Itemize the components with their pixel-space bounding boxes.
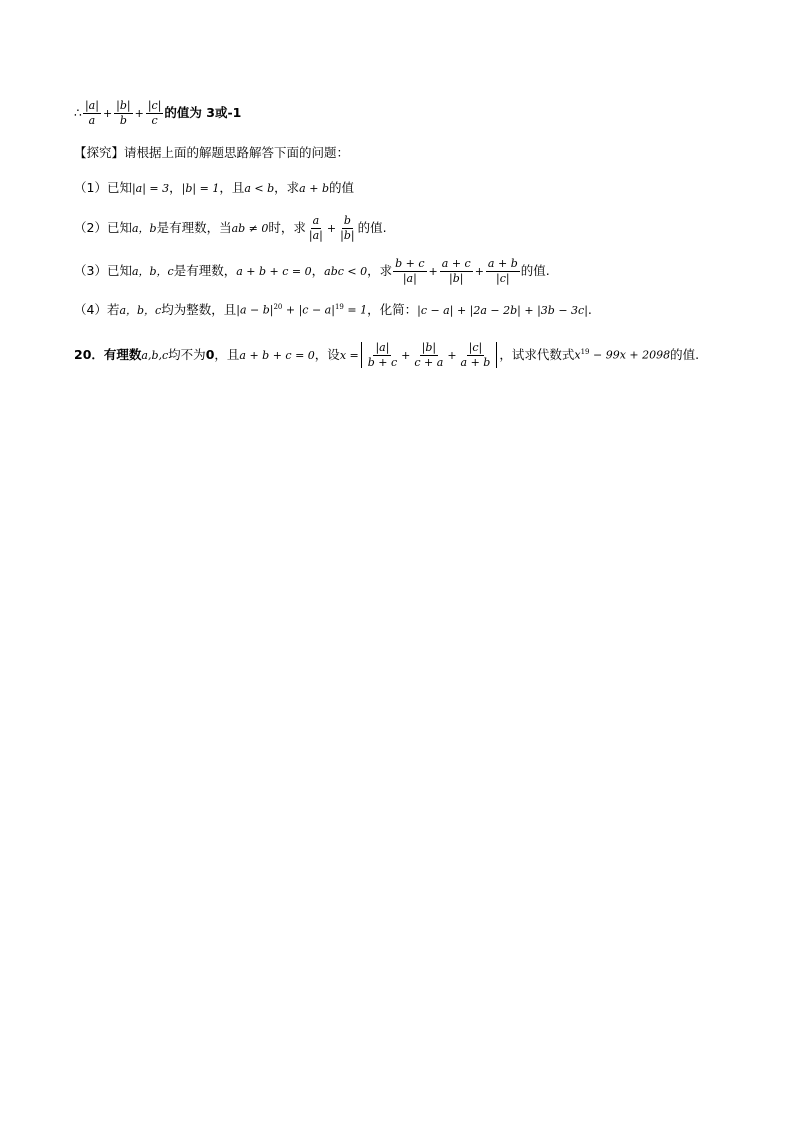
question-3: （3）已知 a，b，c 是有理数， a + b + c = 0 ， abc < 0 ，求 $\frac{b + c}{|a|}$ + $\frac{a + c}{|b|}$ + $\frac{a + b}{|c|}$ 的值. — [74, 257, 550, 285]
fraction: $\frac{a}{|a|}$ — [308, 214, 323, 242]
fraction: $\frac{a + b}{|c|}$ — [487, 257, 518, 285]
question-2: （2）已知 a，b 是有理数，当 ab ≠ 0 时，求 $\frac{a}{|a|}$ + $\frac{b}{|b|}$ 的值. — [74, 214, 387, 242]
conclusion-text: 的值为 3或-1 — [164, 104, 242, 120]
question-20: 20．有理数 a,b,c 均不为 0 ，且 a + b + c = 0 ，设 x = $\frac{|a|}{b + c}$ + $\frac{|b|}{c + a}$ + $\frac{|c|}{a + b}$ ，试求代数式 $x^{19} - 99x + 2098$ 的值. — [74, 341, 700, 369]
fraction: $\frac{b}{|b|}$ — [340, 214, 355, 242]
question-1: （1）已知 |a| = 3 ， |b| = 1 ，且 a < b ，求 a + b 的值 — [74, 180, 354, 195]
fraction: $\frac{|b|}{b}$ — [116, 99, 131, 127]
fraction: $\frac{|c|}{a + b}$ — [460, 341, 491, 369]
question-4: （4）若 a，b，c 均为整数，且 $|a - b|^{20} + |c - a|^{19} = 1$ ，化简： |c − a| + |2a − 2b| + |3b − 3c| . — [74, 302, 592, 318]
fraction: $\frac{b + c}{|a|}$ — [395, 257, 425, 285]
fraction: $\frac{|a|}{a}$ — [84, 99, 99, 127]
fraction: $\frac{a + c}{|b|}$ — [441, 257, 471, 285]
polynomial: $x^{19} - 99x + 2098$ — [574, 348, 671, 362]
absolute-value-expression: $\frac{|a|}{b + c}$ + $\frac{|b|}{c + a}$ + $\frac{|c|}{a + b}$ — [361, 342, 498, 368]
conclusion-line: ∴ $\frac{|a|}{a}$ + $\frac{|b|}{b}$ + $\frac{|c|}{c}$ 的值为 3或-1 — [74, 99, 242, 127]
fraction: $\frac{|c|}{c}$ — [147, 99, 162, 127]
explore-heading: 【探究】请根据上面的解题思路解答下面的问题： — [74, 145, 350, 160]
therefore-symbol: ∴ — [74, 104, 82, 120]
equation: $|a - b|^{20} + |c - a|^{19} = 1$ — [236, 303, 368, 318]
fraction: $\frac{|b|}{c + a}$ — [414, 341, 444, 369]
fraction: $\frac{|a|}{b + c}$ — [367, 341, 398, 369]
